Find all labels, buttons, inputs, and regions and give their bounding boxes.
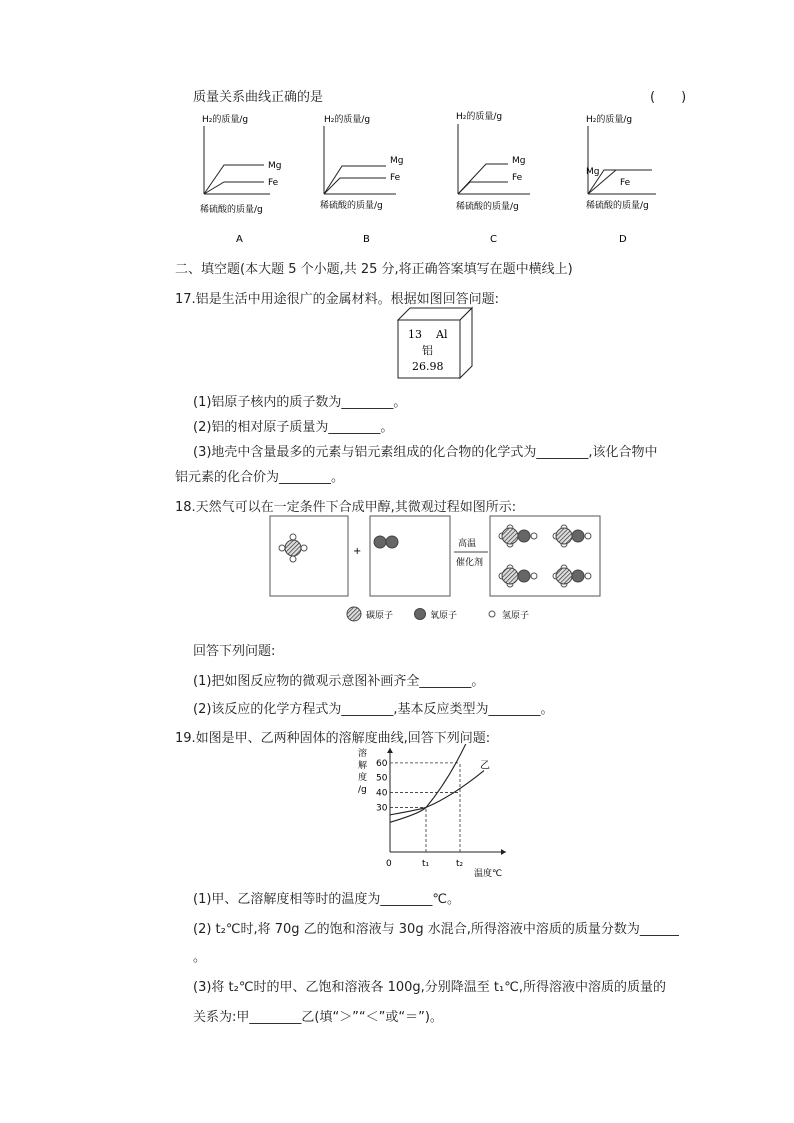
plus-sign: + bbox=[353, 546, 362, 557]
series-label-yi: 乙 bbox=[480, 760, 490, 772]
y-tick-label: 50 bbox=[376, 773, 388, 784]
mg-line bbox=[458, 164, 508, 194]
fe-label: Fe bbox=[512, 173, 523, 183]
graph-b bbox=[320, 113, 403, 245]
question-stem: 质量关系曲线正确的是 bbox=[193, 90, 324, 105]
graph-ylabel: H₂的质量/g bbox=[202, 115, 249, 125]
question-17-part-3: (3)地壳中含量最多的元素与铝元素组成的化合物的化学式为________,该化合物中 bbox=[193, 445, 658, 460]
graph-c bbox=[456, 110, 530, 245]
question-17-part-3-cont: 铝元素的化合价为________。 bbox=[175, 470, 345, 485]
x-tick-label: t₁ bbox=[422, 859, 430, 869]
atom-legend bbox=[347, 607, 529, 621]
question-18-stem: 18.天然气可以在一定条件下合成甲醇,其微观过程如图所示: bbox=[175, 500, 517, 515]
mg-label: Mg bbox=[586, 167, 600, 177]
element-symbol: Al bbox=[436, 328, 448, 341]
legend-hydrogen: 氢原子 bbox=[502, 611, 530, 621]
atomic-number: 13 bbox=[408, 328, 422, 341]
micro-reaction-diagram bbox=[266, 512, 606, 624]
mg-label: Mg bbox=[268, 161, 282, 171]
choice-label: C bbox=[490, 234, 497, 245]
legend-carbon: 碳原子 bbox=[366, 611, 394, 621]
series-line-jia bbox=[390, 744, 470, 822]
question-17-part-1: (1)铝原子核内的质子数为________。 bbox=[193, 395, 407, 410]
question-18-part-2: (2)该反应的化学方程式为________,基本反应类型为________。 bbox=[193, 702, 554, 717]
graph-d bbox=[586, 113, 656, 245]
fe-label: Fe bbox=[620, 178, 631, 188]
reactant-box-1 bbox=[270, 516, 348, 596]
y-tick-label: 60 bbox=[376, 758, 388, 769]
condition-catalyst: 催化剂 bbox=[456, 558, 484, 568]
graph-ylabel: H₂的质量/g bbox=[456, 112, 503, 122]
question-19-part-2: (2) t₂℃时,将 70g 乙的饱和溶液与 30g 水混合,所得溶液中溶质的质量分数为______ bbox=[193, 922, 679, 937]
x-axis-arrow bbox=[501, 849, 506, 855]
y-tick-label: 30 bbox=[376, 803, 388, 814]
question-19-part-3: (3)将 t₂℃时的甲、乙饱和溶液各 100g,分别降温至 t₁℃,所得溶液中溶质的质量的 bbox=[193, 980, 666, 995]
question-17-stem: 17.铝是生活中用途很广的金属材料。根据如图回答问题: bbox=[175, 292, 500, 307]
condition-high-temp: 高温 bbox=[458, 539, 477, 549]
ylabel-char: 溶 bbox=[358, 749, 368, 759]
mg-label: Mg bbox=[512, 156, 526, 166]
x-tick-label: t₂ bbox=[456, 859, 464, 869]
legend-oxygen: 氧原子 bbox=[430, 611, 458, 621]
choice-label: B bbox=[363, 234, 370, 245]
element-name: 铝 bbox=[422, 344, 433, 357]
answer-parentheses: ( ) bbox=[650, 90, 687, 105]
fe-label: Fe bbox=[390, 173, 401, 183]
ylabel-char: /g bbox=[358, 785, 367, 795]
x-tick-label: 0 bbox=[386, 859, 392, 869]
graph-ylabel: H₂的质量/g bbox=[586, 115, 633, 125]
y-tick-label: 40 bbox=[376, 788, 388, 799]
mg-label: Mg bbox=[390, 156, 404, 166]
fe-line bbox=[204, 182, 264, 194]
section-heading: 二、填空题(本大题 5 个小题,共 25 分,将正确答案填写在题中横线上) bbox=[175, 262, 573, 277]
question-19-part-1: (1)甲、乙溶解度相等时的温度为________℃。 bbox=[193, 892, 461, 907]
graph-xlabel: 稀硫酸的质量/g bbox=[320, 201, 383, 211]
answer-intro: 回答下列问题: bbox=[193, 644, 276, 659]
element-cube bbox=[394, 304, 478, 382]
question-18-part-1: (1)把如图反应物的微观示意图补画齐全________。 bbox=[193, 674, 485, 689]
question-19-part-3-cont: 关系为:甲________乙(填“＞”“＜”或“＝”)。 bbox=[193, 1010, 443, 1025]
y-axis-arrow bbox=[387, 748, 393, 753]
choice-label: A bbox=[236, 234, 243, 245]
x-axis-label: 温度℃ bbox=[474, 869, 503, 879]
atomic-mass: 26.98 bbox=[412, 360, 444, 373]
ylabel-char: 解 bbox=[358, 761, 368, 771]
graph-xlabel: 稀硫酸的质量/g bbox=[200, 205, 263, 215]
question-17-part-2: (2)铝的相对原子质量为________。 bbox=[193, 420, 394, 435]
fe-label: Fe bbox=[268, 178, 279, 188]
solubility-chart bbox=[356, 744, 526, 880]
fe-line bbox=[458, 182, 508, 194]
reactant-box-2 bbox=[370, 516, 450, 596]
mg-line bbox=[204, 165, 264, 194]
ylabel-char: 度 bbox=[358, 773, 368, 783]
question-19-part-2-cont: 。 bbox=[193, 950, 207, 965]
graph-ylabel: H₂的质量/g bbox=[324, 115, 371, 125]
choice-label: D bbox=[619, 234, 627, 245]
question-19-stem: 19.如图是甲、乙两种固体的溶解度曲线,回答下列问题: bbox=[175, 731, 491, 746]
graph-xlabel: 稀硫酸的质量/g bbox=[586, 201, 649, 211]
mg-line bbox=[324, 166, 386, 194]
h2-graphs bbox=[190, 108, 670, 248]
graph-a bbox=[200, 113, 281, 245]
graph-xlabel: 稀硫酸的质量/g bbox=[456, 202, 519, 212]
